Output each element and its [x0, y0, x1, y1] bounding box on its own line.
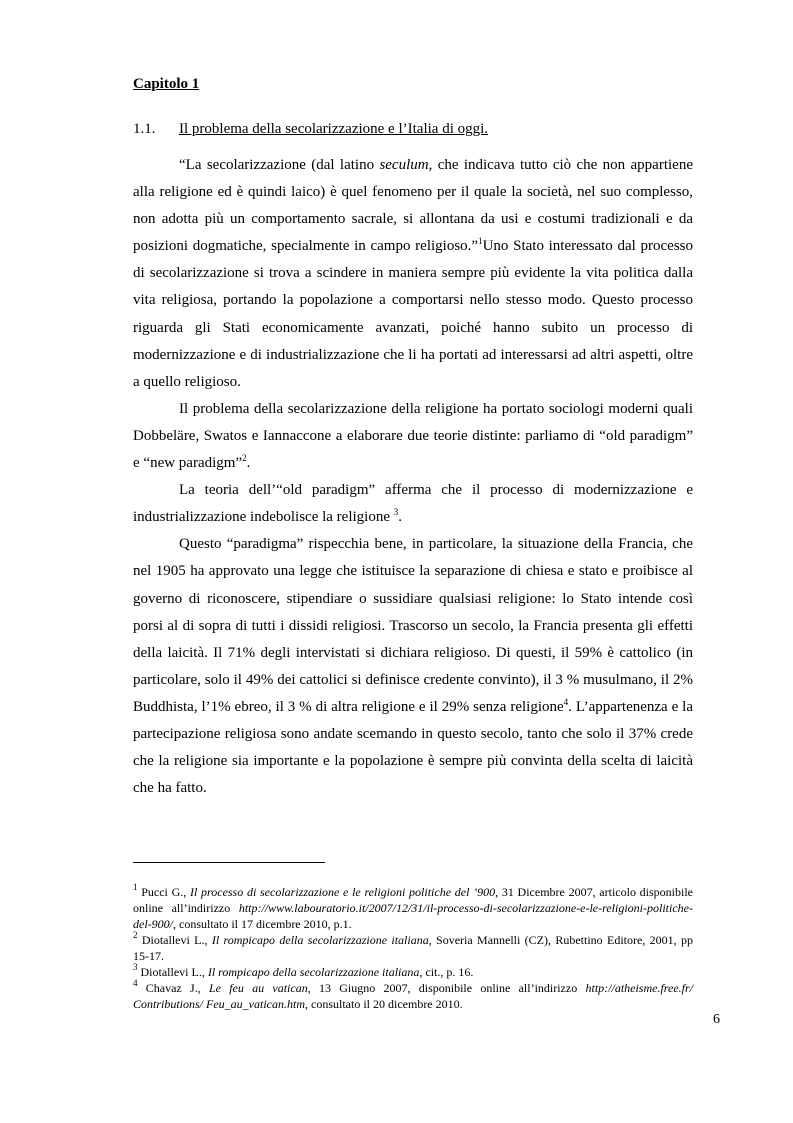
text-run: . [398, 509, 402, 526]
text-run: , cit., p. 16. [419, 965, 474, 979]
text-run: Diotallevi L., [137, 965, 208, 979]
footnote-number: 4 [133, 978, 138, 988]
text-run: 31 Dicembre 2007, articolo disponibile online all’indirizzo [133, 885, 693, 915]
cited-title: Il rompicapo della secolarizzazione italiana [211, 933, 429, 947]
text-run: , Soveria Mannelli (CZ), Rubettino Editore, 2001, pp 15-17. [133, 933, 693, 963]
section-title: Il problema della secolarizzazione e l’Italia di oggi. [179, 121, 489, 137]
body-text [133, 152, 693, 802]
footnote-ref-2[interactable]: 2 [242, 453, 247, 464]
footnote-number: 3 [133, 962, 138, 972]
paragraph-1 [133, 152, 693, 396]
text-run: Pucci G., [137, 885, 190, 899]
text-run: Uno Stato interessato dal processo di secolarizzazione si trova a scindere in maniera sempre più evidente la vita politica dalla vita religiosa, portando la popolazione a comportarsi nello stesso modo. Questo processo riguarda gli Stati economicamente avanzati, poiché hanno subito un processo di modernizzazione e di industrializzazione che li ha portati ad interessarsi ad altri aspetti, oltre a quello religioso. [133, 238, 694, 390]
page-number: 6 [713, 1012, 720, 1027]
text-run: Il problema della secolarizzazione della religione ha portato sociologi moderni quali Dobbeläre, Swatos e Iannaccone a elaborare due teorie distinte: parliamo di “old paradigm” e “new paradigm” [133, 400, 693, 472]
footnote-divider [133, 862, 325, 863]
footnote-ref-3[interactable]: 3 [393, 507, 399, 518]
text-run: , consultato il 17 dicembre 2010, p.1. [173, 917, 352, 931]
text-run: , consultato il 20 dicembre 2010. [305, 997, 463, 1011]
footnote-number: 2 [133, 930, 138, 940]
text-run: . [246, 455, 251, 472]
text-run: , che indicava tutto ciò che non appartiene alla religione ed è quindi laico) è quel fenomeno per il quale la società, nel suo complesso, non adotta più un comportamento sacrale, si allontana da usi e costumi tradizionali e da posizioni dogmatiche, specialmente in campo religioso.” [133, 157, 693, 255]
italic-term: seculum [379, 157, 429, 173]
paragraph-3 [133, 477, 693, 531]
section-heading [133, 121, 693, 138]
paragraph-4 [133, 531, 693, 802]
text-run: “La secolarizzazione (dal latino [179, 157, 380, 173]
cited-title: Il processo di secolarizzazione e le religioni politiche del ’900, [189, 885, 499, 899]
footnote-number: 1 [133, 882, 138, 892]
footnote-1 [133, 884, 693, 932]
cited-title: Le feu au vatican, [208, 981, 311, 995]
text-run: Chavaz J., [137, 981, 209, 995]
paragraph-2 [133, 396, 693, 477]
footnote-4 [133, 980, 693, 1012]
footnote-3 [133, 964, 693, 980]
text-run: Diotallevi L., [137, 933, 212, 947]
text-run: 13 Giugno 2007, disponibile online all’indirizzo [310, 981, 586, 995]
footnote-ref-4[interactable]: 4 [563, 696, 569, 707]
footnote-2 [133, 932, 693, 964]
cited-title: Il rompicapo della secolarizzazione italiana [207, 965, 420, 979]
cited-url[interactable]: http://www.labouratorio.it/2007/12/31/il-processo-di-secolarizzazione-e-le-religioni-politiche-del-900/ [133, 901, 693, 931]
text-run: . L’appartenenza e la partecipazione religiosa sono andate scemando in questo secolo, tanto che solo il 37% crede che la religione sia importante e la popolazione è sempre più convinta della scelta di laicità che ha fatto. [133, 698, 693, 797]
footnotes [133, 884, 693, 1012]
cited-url[interactable]: http://atheisme.free.fr/ Contributions/ Feu_au_vatican.htm [133, 981, 694, 1011]
text-run: La teoria dell’“old paradigm” afferma che il processo di modernizzazione e industrializzazione indebolisce la religione [133, 482, 693, 526]
footnote-ref-1[interactable]: 1 [478, 236, 483, 247]
text-run: Questo “paradigma” rispecchia bene, in particolare, la situazione della Francia, che nel 1905 ha approvato una legge che istituisce la separazione di chiesa e stato e proibisce al governo di riconoscere, stipendiare o sussidiare qualsiasi religione: lo Stato intende così porsi al di sopra di tutti i dissidi religiosi. Trascorso un secolo, la Francia presenta gli effetti della laicità. Il 71% degli intervistati si dichiara religioso. Di questi, il 59% è cattolico (in particolare, solo il 49% dei cattolici si definisce credente convinto), il 3 % musulmano, il 2% Buddhista, l’1% ebreo, il 3 % di altra religione e il 29% senza religione [133, 536, 693, 715]
chapter-title: Capitolo 1 [133, 76, 200, 92]
section-number: 1.1. [133, 121, 156, 137]
